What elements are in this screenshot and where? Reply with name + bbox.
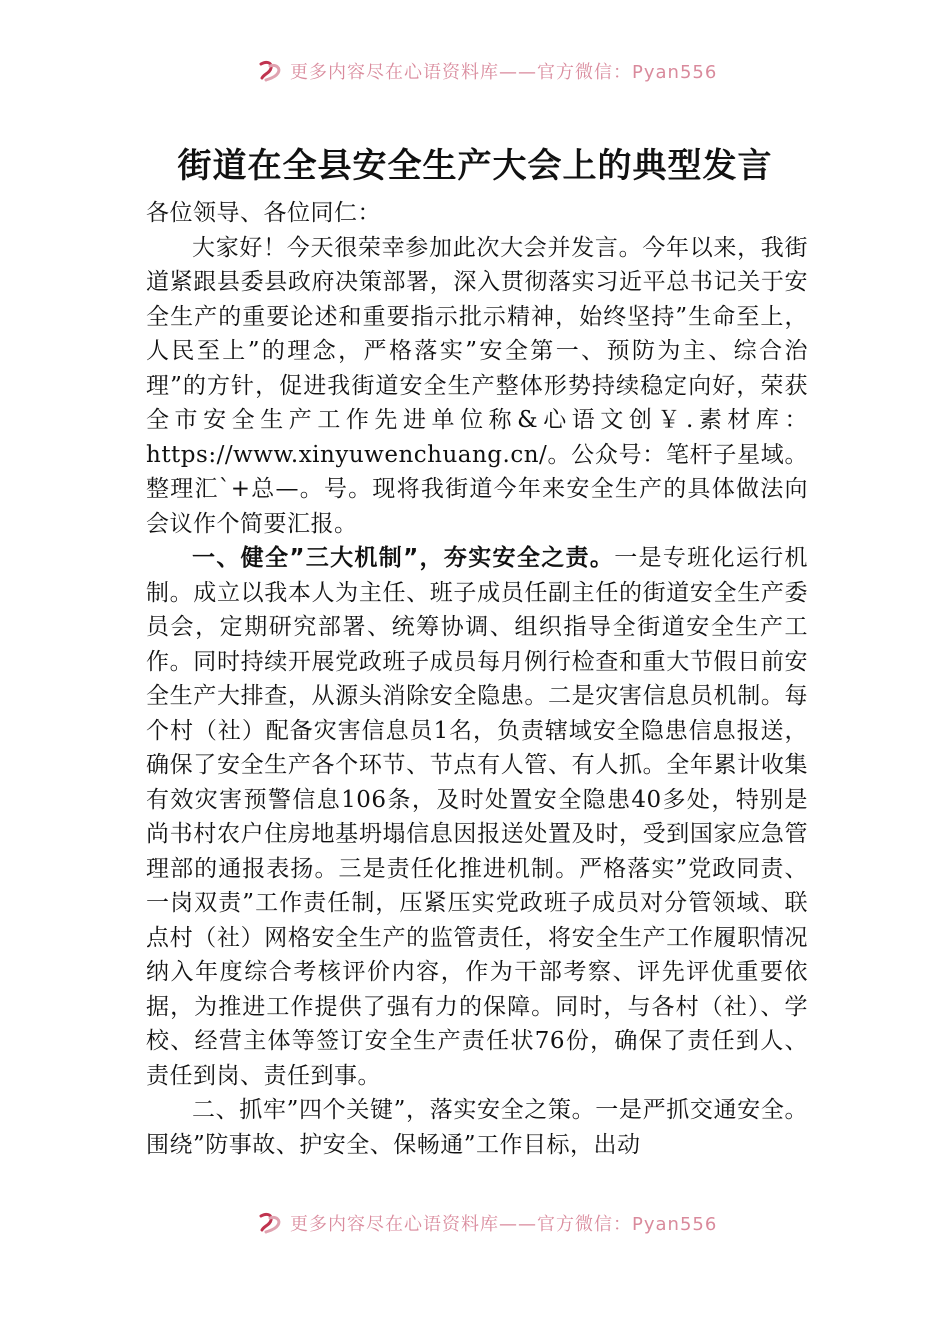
footer-watermark (0, 1208, 950, 1238)
watermark-logo-icon (258, 1212, 284, 1234)
watermark-text: 更多内容尽在心语资料库——官方微信：Pyan556 (290, 1214, 718, 1235)
intro-paragraph: 大家好！今天很荣幸参加此次大会并发言。今年以来，我街道紧跟县委县政府决策部署，深入贯彻落实习近平总书记关于安全生产的重要论述和重要指示批示精神，始终坚持”生命至上，人民至上”的理念，严格落实”安全第一、预防为主、综合治理”的方针，促进我街道安全生产整体形势持续稳定向好，荣获全市安全生产工作先进单位称&心语文创￥.素材库：https://www.xinyuwenchuang.cn/。公众号：笔杆子星域。整理汇`+总—。号。现将我街道今年来安全生产的具体做法向会议作个简要汇报。 (146, 234, 808, 537)
section-two-body: 一是严抓交通安全。围绕”防事故、护安全、保畅通”工作目标，出动 (146, 1097, 808, 1158)
section-one-heading: 一、健全”三大机制”，夯实安全之责。 (192, 545, 615, 571)
document-body (146, 196, 808, 1162)
section-two-heading: 二、抓牢”四个关键”，落实安全之策。 (192, 1097, 596, 1123)
section-two-paragraph (146, 1093, 808, 1162)
section-one-body: 一是专班化运行机制。成立以我本人为主任、班子成员任副主任的街道安全生产委员会，定期研究部署、统筹协调、组织指导全街道安全生产工作。同时持续开展党政班子成员每月例行检查和重大节假日前安全生产大排查，从源头消除安全隐患。二是灾害信息员机制。每个村（社）配备灾害信息员1名，负责辖域安全隐患信息报送，确保了安全生产各个环节、节点有人管、有人抓。全年累计收集有效灾害预警信息106条，及时处置安全隐患40多处，特别是尚书村农户住房地基坍塌信息因报送处置及时，受到国家应急管理部的通报表扬。三是责任化推进机制。严格落实”党政同责、一岗双责”工作责任制，压紧压实党政班子成员对分管领域、联点村（社）网格安全生产的监管责任，将安全生产工作履职情况纳入年度综合考核评价内容，作为干部考察、评先评优重要依据，为推进工作提供了强有力的保障。同时，与各村（社）、学校、经营主体等签订安全生产责任状76份，确保了责任到人、责任到岗、责任到事。 (146, 545, 809, 1089)
watermark-logo-icon (258, 60, 284, 82)
document-title: 街道在全县安全生产大会上的典型发言 (177, 146, 773, 186)
salutation: 各位领导、各位同仁： (146, 200, 381, 226)
watermark-text: 更多内容尽在心语资料库——官方微信：Pyan556 (290, 62, 718, 83)
section-one-paragraph (146, 541, 808, 1093)
header-watermark (0, 56, 950, 86)
